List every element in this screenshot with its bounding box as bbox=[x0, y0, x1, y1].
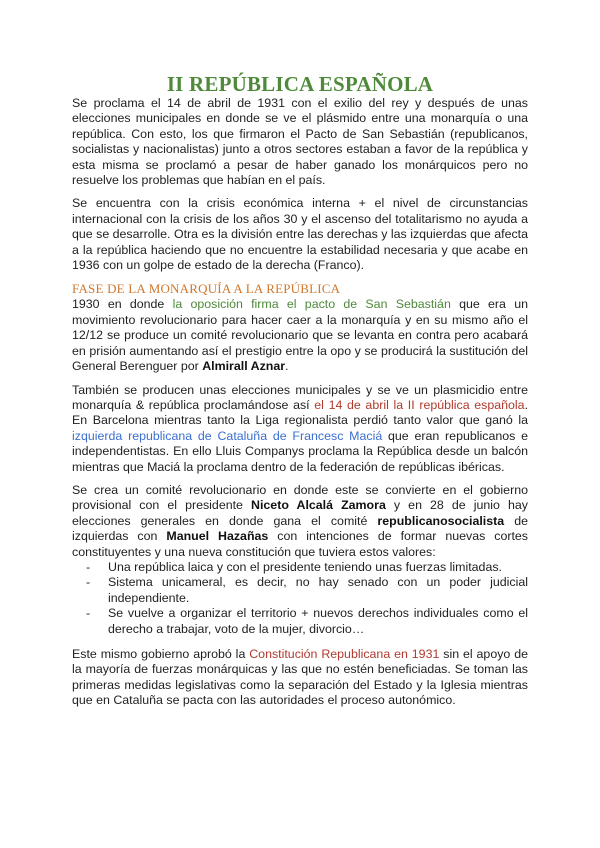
text-span: También se producen unas elecciones municipales y se ve un plasmicidio entre monarquía & república proclamándose así bbox=[72, 382, 528, 412]
bold-manuel-hazanas: Manuel Hazañas bbox=[166, 529, 269, 544]
paragraph-pacto bbox=[72, 297, 528, 374]
text-span: con intenciones de formar nuevas cortes constituyentes y una nueva constitución que tuviera estos valores: bbox=[72, 529, 528, 559]
text-span: que eran republicanos e independentistas. En ello Lluis Companys proclama la República desde un balcón mientras que Maciá la proclama dentro de la federación de repúblicas ibéricas. bbox=[72, 428, 528, 474]
valores-list bbox=[72, 560, 528, 637]
highlight-pacto-san-sebastian: la oposición firma el pacto de San Sebastián bbox=[172, 297, 451, 312]
list-item-text: Sistema unicameral, es decir, no hay senado con un poder judicial independiente. bbox=[108, 575, 528, 605]
highlight-constitucion-1931: Constitución Republicana en 1931 bbox=[249, 647, 440, 661]
intro-paragraph-1: Se proclama el 14 de abril de 1931 con el exilio del rey y después de unas elecciones municipales en donde se ve el plásmido entre una monarquía o una república. Con esto, los que firmaron el Pacto de San Sebastián (republicanos, socialistas y nacionalistas) junto a otros sectores estaban a favor de la república y esta misma se proclamó a pesar de haber ganado los monárquicos pero no resuelve los problemas que habían en el país. bbox=[72, 96, 528, 188]
list-item bbox=[72, 560, 528, 575]
section-heading: FASE DE LA MONARQUÍA A LA REPÚBLICA bbox=[72, 281, 341, 297]
bold-almirall-aznar: Almirall Aznar bbox=[202, 359, 286, 374]
intro-paragraph-2: Se encuentra con la crisis económica interna + el nivel de circunstancias internacional con la crisis de los años 30 y el ascenso del totalitarismo no ayuda a que se desarrolle. Otra es la división entre las derechas y las izquierdas que afecta a la república haciendo que no encuentre la estabilidad necesaria y que acabe en 1936 con un golpe de estado de la derecha (Franco). bbox=[72, 196, 528, 273]
text-span: 1930 en donde bbox=[72, 297, 173, 312]
text-span: de izquierdas con bbox=[72, 513, 528, 544]
paragraph-constitucion bbox=[72, 647, 528, 709]
highlight-izquierda-republicana: izquierda republicana de Cataluña de Francesc Maciá bbox=[72, 428, 383, 443]
bold-niceto-alcala-zamora: Niceto Alcalá Zamora bbox=[251, 498, 386, 513]
list-item bbox=[72, 575, 528, 606]
dash-marker: - bbox=[86, 575, 91, 590]
dash-marker: - bbox=[86, 606, 91, 621]
text-span: y en 28 de junio hay elecciones generales en donde gana el comité bbox=[72, 498, 528, 528]
paragraph-elecciones bbox=[72, 383, 528, 475]
text-span: . En Barcelona mientras tanto la Liga regionalista perdió tanto valor que ganó la bbox=[72, 397, 529, 428]
paragraph-gobierno-provisional bbox=[72, 483, 528, 560]
text-span: Este mismo gobierno aprobó la bbox=[72, 647, 250, 661]
list-item bbox=[72, 606, 528, 637]
page-title: II REPÚBLICA ESPAÑOLA bbox=[166, 72, 434, 96]
list-item-text: Se vuelve a organizar el territorio + nuevos derechos individuales como el derecho a trabajar, voto de la mujer, divorcio… bbox=[108, 606, 528, 636]
text-span: sin el apoyo de la mayoría de fuerzas monárquicas y las que no estén beneficiadas. Se toman las primeras medidas legislativas como la separación del Estado y la Iglesia mientras que en Cataluña se pacta con las autoridades el proceso autonómico. bbox=[72, 647, 528, 708]
text-span: que era un movimiento revolucionario para hacer caer a la monarquía y en su mismo año el 12/12 se produce un comité revolucionario que se levanta en contra pero acabará en prisión aumentando así el prestigio entre la opo y se producirá la sustitución del General Berenguer por bbox=[72, 297, 528, 374]
document-body bbox=[72, 96, 528, 717]
dash-marker: - bbox=[86, 559, 91, 574]
bold-republicanosocialista: republicanosocialista bbox=[377, 513, 505, 528]
text-span: . bbox=[285, 359, 289, 374]
list-item-text: Una república laica y con el presidente teniendo unas fuerzas limitadas. bbox=[108, 559, 502, 574]
text-span: Se crea un comité revolucionario en donde este se convierte en el gobierno provisional con el presidente bbox=[72, 482, 528, 513]
highlight-14-abril: el 14 de abril la II república española bbox=[314, 397, 525, 412]
